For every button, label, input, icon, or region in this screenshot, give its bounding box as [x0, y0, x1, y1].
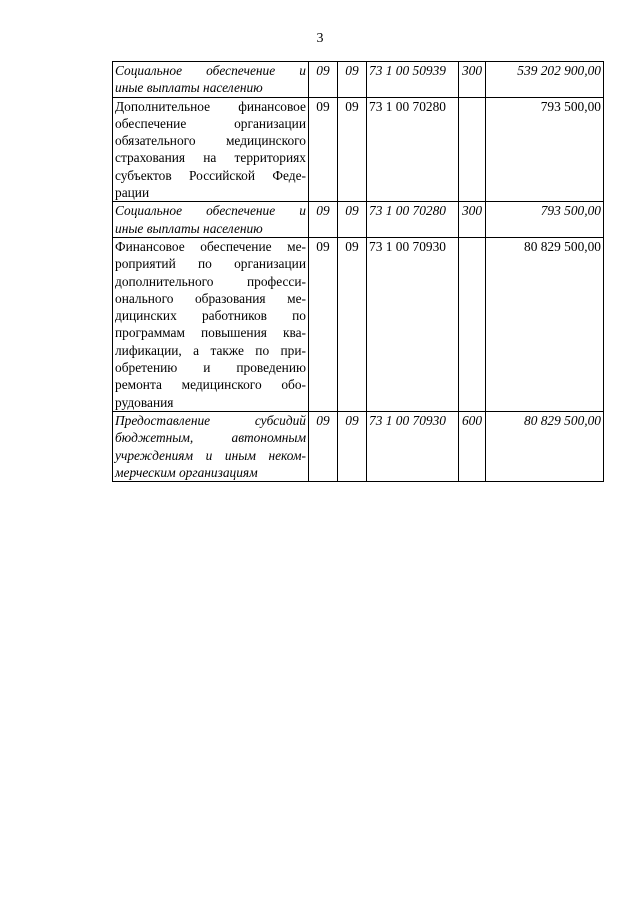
amount-cell: 80 829 500,00: [486, 237, 604, 411]
amount-cell: 539 202 900,00: [486, 62, 604, 98]
row-name-line: мерческим организациям: [115, 464, 258, 480]
target-article-cell: 73 1 00 70280: [367, 202, 459, 238]
row-name-line: обеспечение организации: [115, 115, 306, 131]
table-row: [113, 237, 604, 411]
table-row: [113, 97, 604, 202]
section-code-cell: 09: [309, 62, 338, 98]
expense-type-cell: [459, 237, 486, 411]
row-name-line: ремонта медицинского обо-: [115, 377, 306, 393]
subsection-code-cell: 09: [338, 202, 367, 238]
table-row: [113, 202, 604, 238]
budget-table: [112, 61, 604, 482]
row-name-line: дицинских работников по: [115, 308, 306, 324]
row-name-cell: [113, 62, 309, 98]
amount-cell: 793 500,00: [486, 97, 604, 202]
row-name-line: Социальное обеспечение и: [115, 63, 306, 78]
row-name-line: страхования на территориях: [115, 150, 306, 166]
row-name-line: Дополнительное финансовое: [115, 98, 306, 114]
row-name-line: лификации, а также по при-: [115, 342, 306, 358]
subsection-code-cell: 09: [338, 62, 367, 98]
row-name-line: учреждениям и иным неком-: [115, 447, 306, 463]
row-name-line: иные выплаты населению: [115, 220, 263, 236]
section-code-cell: 09: [309, 237, 338, 411]
page-number: 3: [316, 31, 324, 46]
row-name-line: Социальное обеспечение и: [115, 203, 306, 219]
amount-cell: 80 829 500,00: [486, 411, 604, 481]
row-name-cell: [113, 237, 309, 411]
table-row: [113, 411, 604, 481]
row-name-line: иные выплаты населению: [115, 80, 263, 96]
subsection-code-cell: 09: [338, 237, 367, 411]
row-name-line: онального образования ме-: [115, 290, 306, 306]
row-name-line: обязательного медицинского: [115, 133, 306, 149]
expense-type-cell: 300: [459, 62, 486, 98]
expense-type-cell: 300: [459, 202, 486, 238]
table-row: [113, 62, 604, 98]
target-article-cell: 73 1 00 70930: [367, 237, 459, 411]
row-name-line: рации: [115, 185, 150, 201]
expense-type-cell: 600: [459, 411, 486, 481]
target-article-cell: 73 1 00 70930: [367, 411, 459, 481]
section-code-cell: 09: [309, 202, 338, 238]
row-name-line: обретению и проведению: [115, 360, 306, 376]
row-name-line: дополнительного професси-: [115, 273, 306, 289]
subsection-code-cell: 09: [338, 97, 367, 202]
row-name-line: субъектов Российской Феде-: [115, 167, 306, 183]
row-name-cell: [113, 97, 309, 202]
section-code-cell: 09: [309, 97, 338, 202]
row-name-line: Предоставление субсидий: [115, 412, 306, 428]
expense-type-cell: [459, 97, 486, 202]
row-name-line: бюджетным, автономным: [115, 430, 306, 446]
budget-table-body: [113, 62, 604, 482]
row-name-line: программам повышения ква-: [115, 325, 306, 341]
row-name-line: Финансовое обеспечение ме-: [115, 238, 306, 254]
target-article-cell: 73 1 00 50939: [367, 62, 459, 98]
row-name-cell: [113, 411, 309, 481]
section-code-cell: 09: [309, 411, 338, 481]
row-name-line: рудования: [115, 394, 174, 410]
row-name-line: роприятий по организации: [115, 256, 306, 272]
target-article-cell: 73 1 00 70280: [367, 97, 459, 202]
row-name-cell: [113, 202, 309, 238]
subsection-code-cell: 09: [338, 411, 367, 481]
amount-cell: 793 500,00: [486, 202, 604, 238]
